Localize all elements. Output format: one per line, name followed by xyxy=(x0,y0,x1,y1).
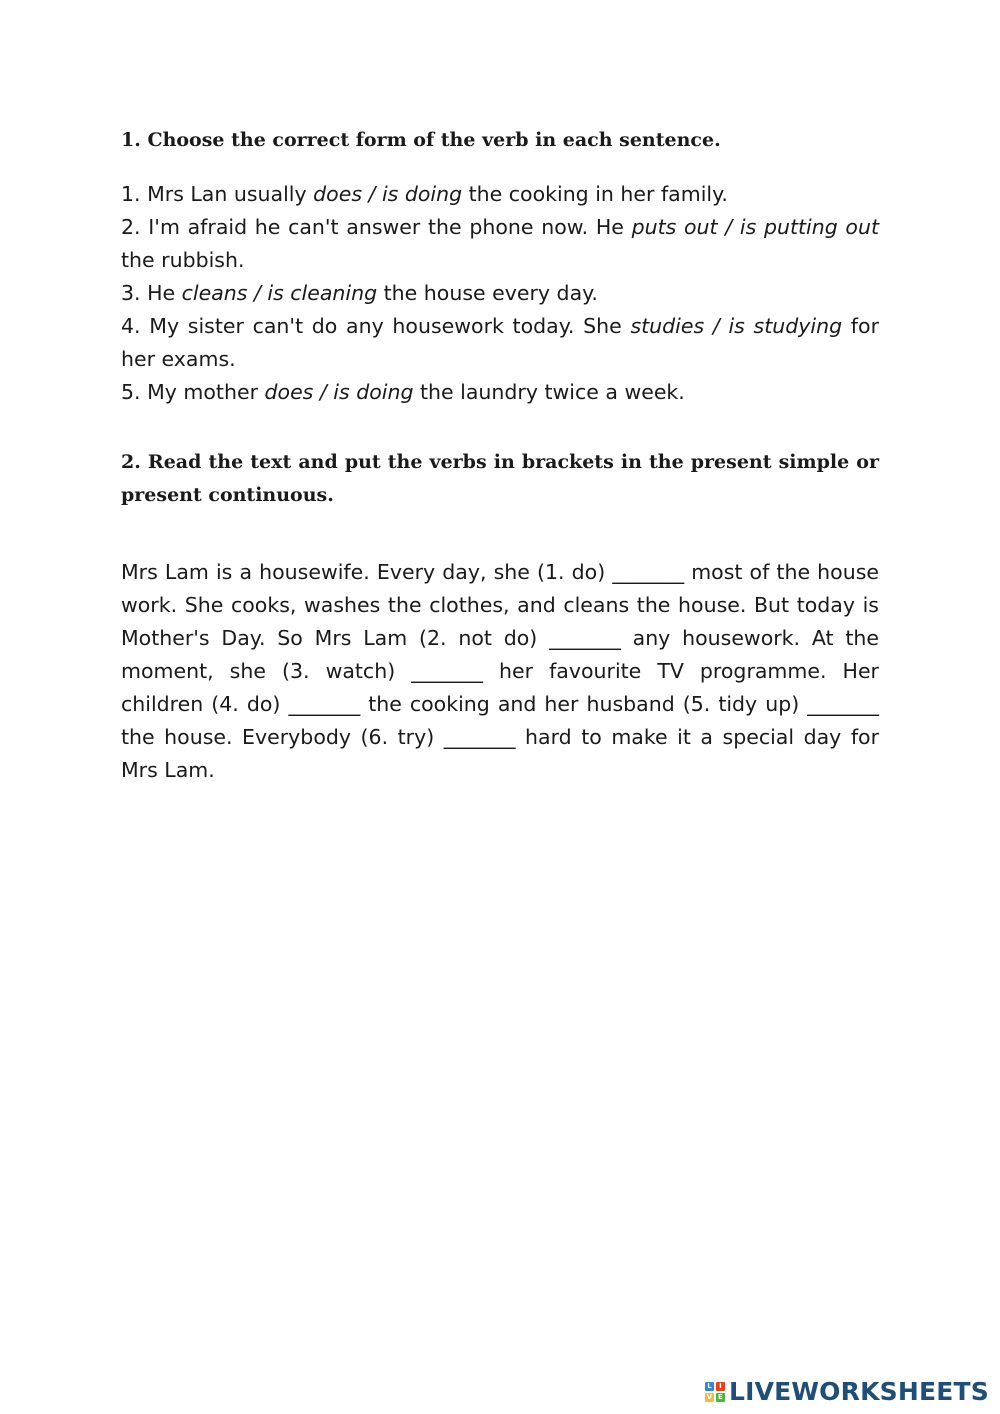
exercise-1-heading: 1. Choose the correct form of the verb in each sentence. xyxy=(121,129,721,151)
verb-options[interactable]: does / is doing xyxy=(264,380,414,404)
exercise-1-list xyxy=(121,178,879,409)
worksheet-page xyxy=(121,124,879,787)
verb-options[interactable]: does / is doing xyxy=(313,182,463,206)
exercise-1-item: 4. My sister can't do any housework today. She studies / is studying for her exams. xyxy=(121,314,879,371)
answer-blank-1[interactable]: _______ xyxy=(612,560,685,584)
answer-blank-5[interactable]: _______ xyxy=(807,692,879,716)
liveworksheets-logo-icon: L I V E xyxy=(705,1382,725,1402)
exercise-2-passage: Mrs Lam is a housewife. Every day, she (1. do) _______ most of the house work. She cooks, washes the clothes, and cleans the house. But today is Mother's Day. So Mrs Lam (2. not do) _______ any housework. At the moment, she (3. watch) _______ her favourite TV programme. Her children (4. do) _______ the cooking and her husband (5. tidy up) _______ the house. Everybody (6. try) _______ hard to make it a special day for Mrs Lam. xyxy=(121,560,880,782)
answer-blank-4[interactable]: _______ xyxy=(288,692,361,716)
verb-options[interactable]: puts out / is putting out xyxy=(631,215,880,239)
brand-name: LIVEWORKSHEETS xyxy=(728,1377,989,1406)
answer-blank-2[interactable]: _______ xyxy=(549,626,621,650)
answer-blank-3[interactable]: _______ xyxy=(411,659,483,683)
exercise-1-item: 1. Mrs Lan usually does / is doing the cooking in her family. xyxy=(121,182,728,206)
exercise-1-item: 3. He cleans / is cleaning the house every day. xyxy=(121,281,598,305)
verb-options[interactable]: studies / is studying xyxy=(630,314,843,338)
answer-blank-6[interactable]: _______ xyxy=(443,725,516,749)
exercise-2-heading: 2. Read the text and put the verbs in brackets in the present simple or present continuous. xyxy=(121,451,879,506)
exercise-1-item: 5. My mother does / is doing the laundry twice a week. xyxy=(121,380,685,404)
liveworksheets-brand xyxy=(705,1377,989,1406)
verb-options[interactable]: cleans / is cleaning xyxy=(181,281,378,305)
exercise-1-item: 2. I'm afraid he can't answer the phone now. He puts out / is putting out the rubbish. xyxy=(121,215,880,272)
